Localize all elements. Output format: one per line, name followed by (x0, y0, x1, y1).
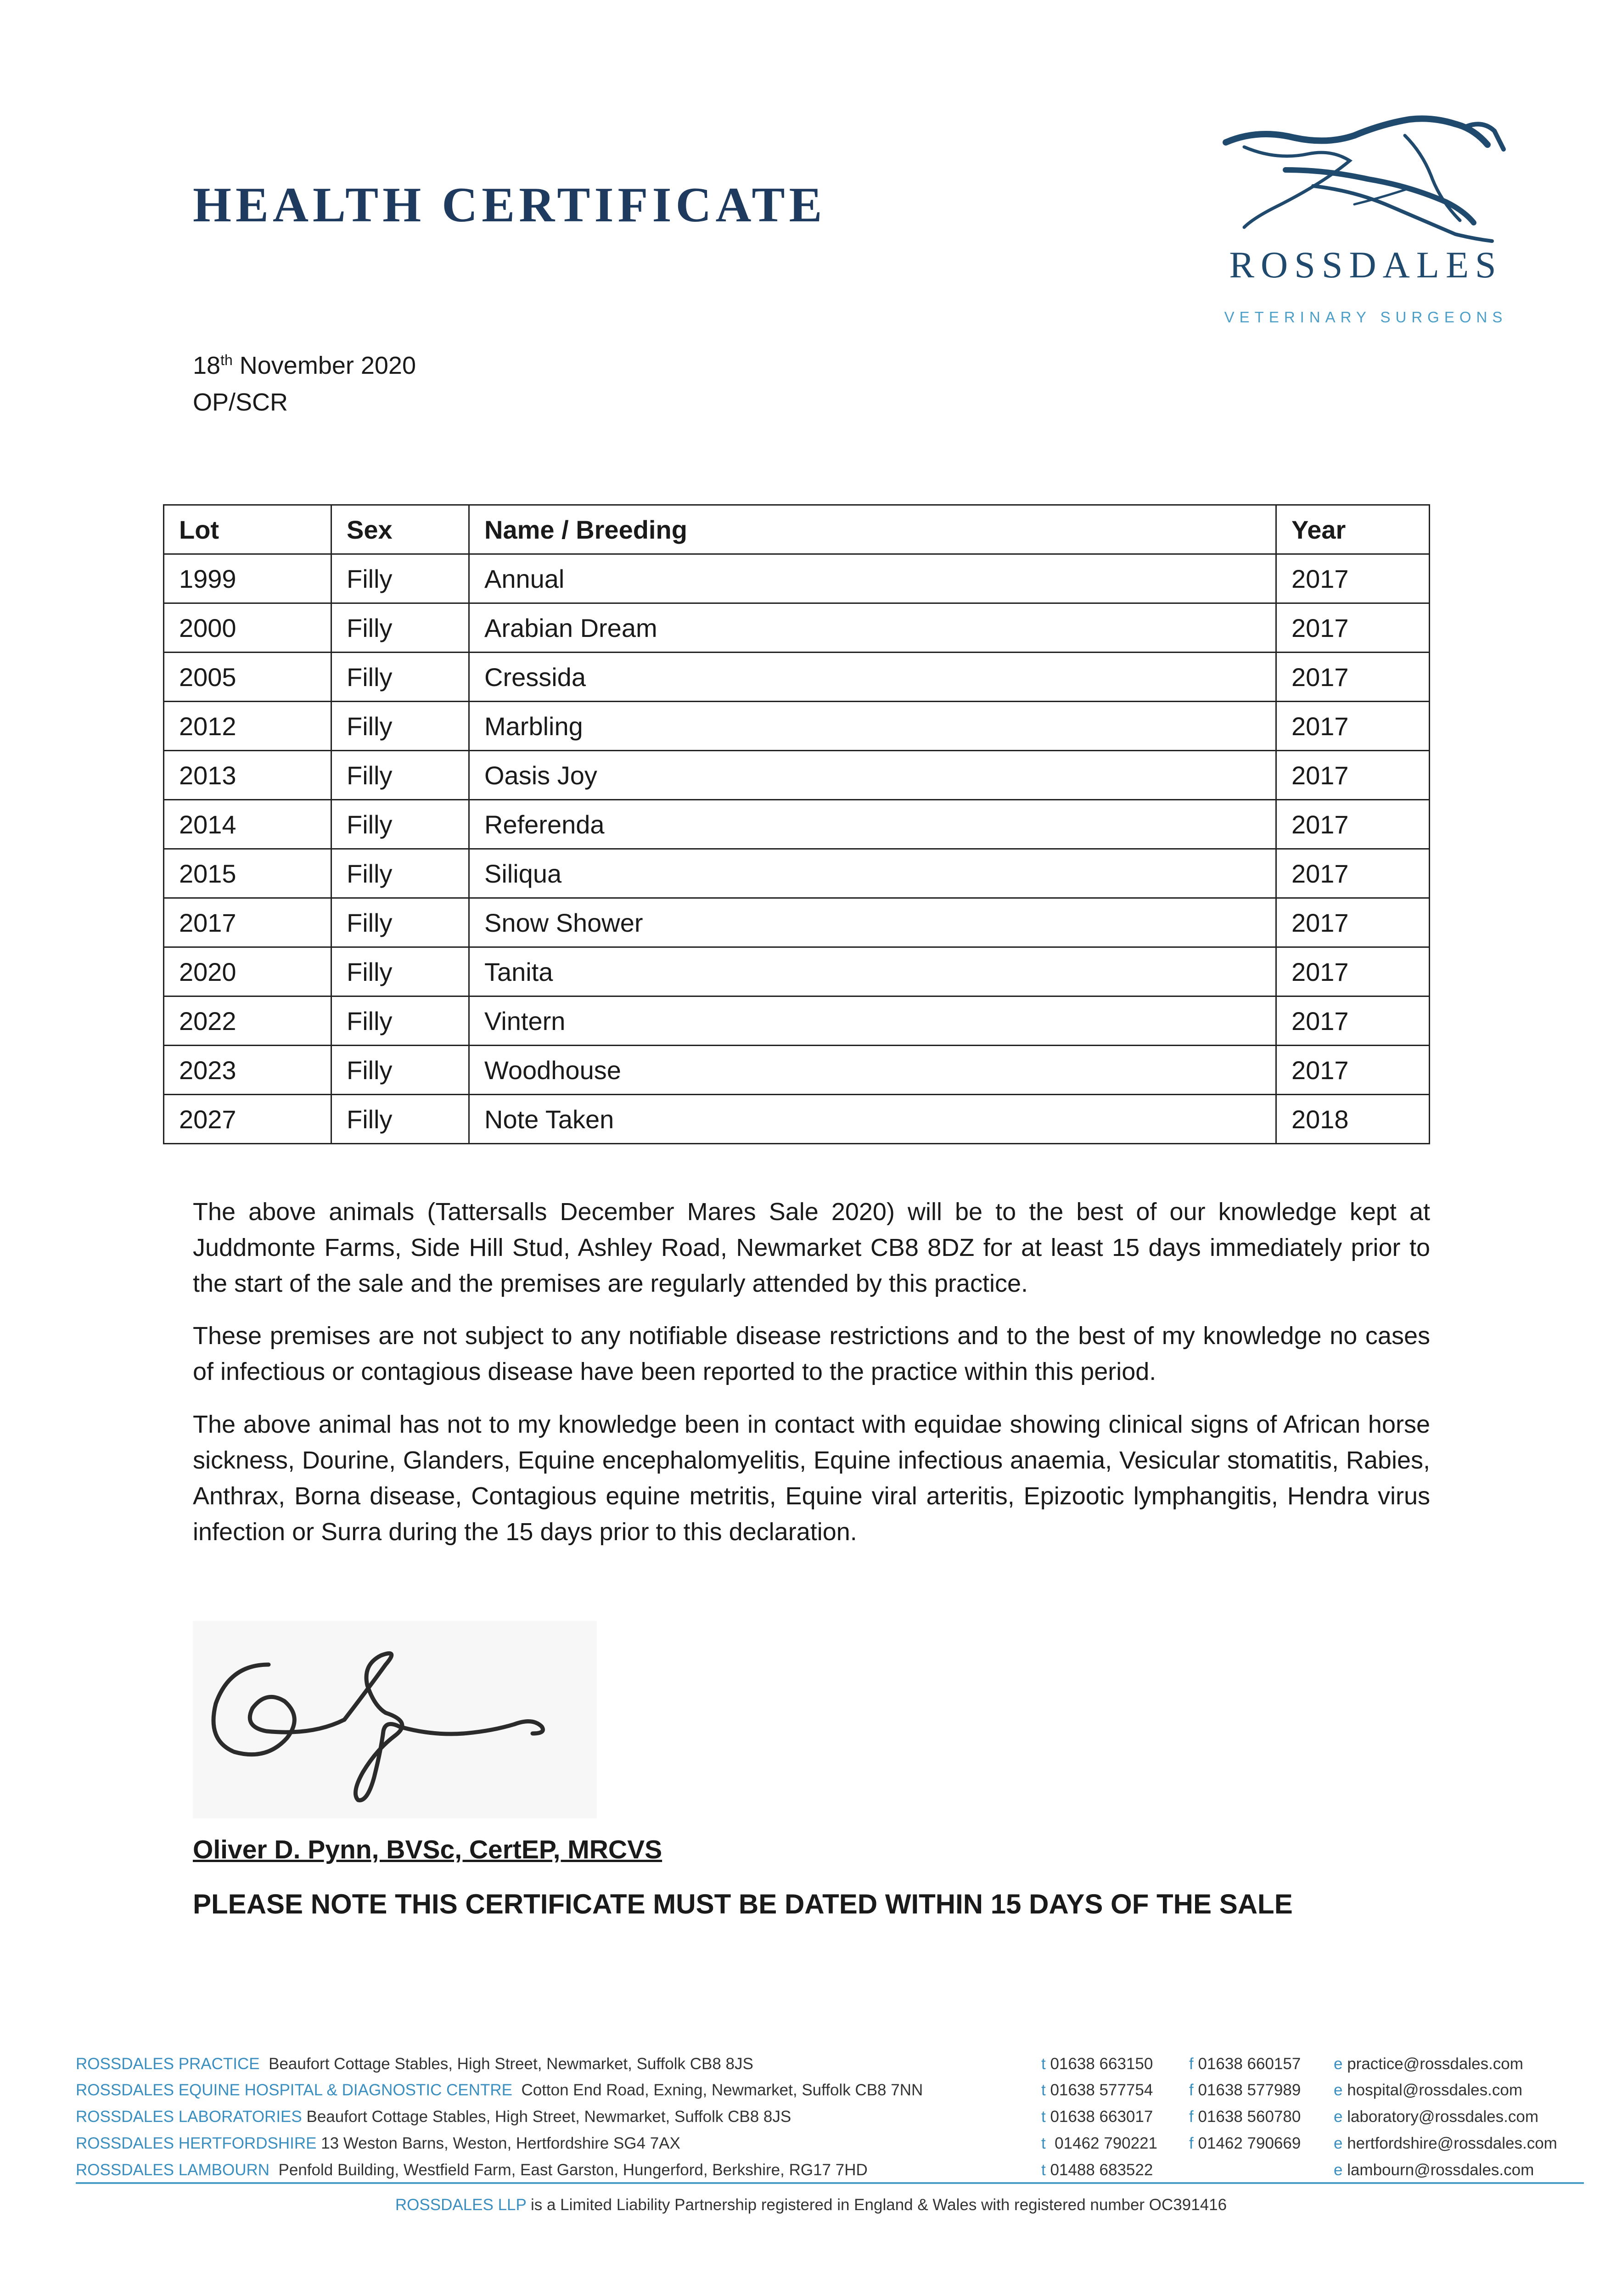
cell-name: Referenda (469, 800, 1276, 849)
cell-name: Annual (469, 554, 1276, 603)
cell-sex: Filly (331, 800, 469, 849)
footer-office-address (76, 2081, 923, 2099)
table-row (164, 947, 1430, 996)
table-header-row (164, 505, 1430, 554)
phone-number: 01638 577754 (1045, 2081, 1153, 2099)
phone-number: 01638 663150 (1045, 2055, 1153, 2073)
handwritten-signature (193, 1621, 597, 1818)
office-address: Penfold Building, Westfield Farm, East Garston, Hungerford, Berkshire, RG17 7HD (269, 2161, 868, 2179)
phone-label: t (1041, 2161, 1046, 2179)
fax-label: f (1189, 2055, 1194, 2073)
date-day: 18 (193, 352, 221, 379)
footer-office-phone (1041, 2161, 1153, 2179)
table-row (164, 849, 1430, 898)
date-suffix: th (220, 352, 233, 368)
email-label: e (1334, 2161, 1343, 2179)
phone-number: 01488 683522 (1045, 2161, 1153, 2179)
cell-sex: Filly (331, 702, 469, 751)
cell-name: Oasis Joy (469, 751, 1276, 800)
office-address: 13 Weston Barns, Weston, Hertfordshire SG4 7AX (316, 2134, 680, 2152)
cell-name: Siliqua (469, 849, 1276, 898)
cell-sex: Filly (331, 947, 469, 996)
cell-lot: 2017 (164, 898, 331, 947)
cell-lot: 2023 (164, 1046, 331, 1095)
footer-office-email (1334, 2081, 1522, 2099)
office-address: Cotton End Road, Exning, Newmarket, Suffolk CB8 7NN (512, 2081, 923, 2099)
office-name: ROSSDALES EQUINE HOSPITAL & DIAGNOSTIC CENTRE (76, 2081, 513, 2099)
phone-label: t (1041, 2055, 1046, 2073)
office-name: ROSSDALES LABORATORIES (76, 2108, 302, 2126)
cell-name: Note Taken (469, 1095, 1276, 1144)
dating-notice: PLEASE NOTE THIS CERTIFICATE MUST BE DATED WITHIN 15 DAYS OF THE SALE (193, 1889, 1293, 1919)
cell-sex: Filly (331, 751, 469, 800)
footer-office-email (1334, 2134, 1557, 2153)
footer-office-phone (1041, 2108, 1153, 2126)
email-address: lambourn@rossdales.com (1342, 2161, 1534, 2179)
footer-office-fax (1189, 2134, 1301, 2153)
footer-office-email (1334, 2055, 1523, 2073)
email-label: e (1334, 2108, 1343, 2126)
cell-sex: Filly (331, 554, 469, 603)
footer-office-address (76, 2161, 868, 2179)
email-label: e (1334, 2081, 1343, 2099)
footer-office-address (76, 2134, 680, 2153)
table-row (164, 1095, 1430, 1144)
footer-office-phone (1041, 2134, 1157, 2153)
fax-label: f (1189, 2134, 1194, 2152)
footer-office-fax (1189, 2055, 1301, 2073)
office-address: Beaufort Cottage Stables, High Street, Newmarket, Suffolk CB8 8JS (302, 2108, 791, 2126)
footer-divider (76, 2182, 1584, 2184)
cell-lot: 2015 (164, 849, 331, 898)
office-name: ROSSDALES PRACTICE (76, 2055, 260, 2073)
footer-office-address (76, 2108, 791, 2126)
cell-lot: 2005 (164, 653, 331, 702)
cell-name: Tanita (469, 947, 1276, 996)
lot-table (163, 504, 1430, 1144)
cell-year: 2017 (1276, 849, 1430, 898)
cell-lot: 2013 (164, 751, 331, 800)
cell-sex: Filly (331, 849, 469, 898)
table-row (164, 1046, 1430, 1095)
cell-year: 2017 (1276, 996, 1430, 1046)
email-address: practice@rossdales.com (1342, 2055, 1523, 2073)
footer-office-address (76, 2055, 753, 2073)
cell-year: 2018 (1276, 1095, 1430, 1144)
office-address: Beaufort Cottage Stables, High Street, Newmarket, Suffolk CB8 8JS (259, 2055, 753, 2073)
phone-label: t (1041, 2108, 1046, 2126)
cell-lot: 1999 (164, 554, 331, 603)
fax-number: 01462 790669 (1193, 2134, 1301, 2152)
cell-year: 2017 (1276, 653, 1430, 702)
llp-text: is a Limited Liability Partnership registered in England & Wales with registered number OC391416 (526, 2196, 1227, 2214)
cell-name: Woodhouse (469, 1046, 1276, 1095)
table-body (164, 554, 1430, 1144)
cell-sex: Filly (331, 1095, 469, 1144)
cell-sex: Filly (331, 1046, 469, 1095)
statement-paragraph-3: The above animal has not to my knowledge been in contact with equidae showing clinical signs of African horse sickness, Dourine, Glanders, Equine encephalomyelitis, Equine infectious anaemia, Vesicular stomatitis, Rabies, Anthrax, Borna disease, Contagious equine metritis, Equine viral arteritis, Epizootic lymphangitis, Hendra virus infection or Surra during the 15 days prior to this declaration. (193, 1411, 1430, 1546)
footer-office-phone (1041, 2081, 1153, 2099)
email-address: hospital@rossdales.com (1342, 2081, 1522, 2099)
cell-lot: 2012 (164, 702, 331, 751)
horse-logo-icon (1217, 110, 1515, 331)
footer-office-fax (1189, 2081, 1301, 2099)
email-address: laboratory@rossdales.com (1342, 2108, 1538, 2126)
cell-sex: Filly (331, 996, 469, 1046)
cell-name: Marbling (469, 702, 1276, 751)
fax-number: 01638 660157 (1193, 2055, 1301, 2073)
signatory-name: Oliver D. Pynn, BVSc, CertEP, MRCVS (193, 1835, 662, 1864)
cell-name: Snow Shower (469, 898, 1276, 947)
phone-label: t (1041, 2081, 1046, 2099)
llp-registration (0, 2196, 1622, 2214)
table-row (164, 800, 1430, 849)
table-row (164, 653, 1430, 702)
table-row (164, 603, 1430, 653)
cell-lot: 2022 (164, 996, 331, 1046)
phone-label: t (1041, 2134, 1046, 2152)
column-header-year: Year (1276, 505, 1430, 554)
logo-subtitle: VETERINARY SURGEONS (1224, 309, 1508, 326)
fax-number: 01638 560780 (1193, 2108, 1301, 2126)
cell-year: 2017 (1276, 702, 1430, 751)
table-row (164, 751, 1430, 800)
logo-wordmark: ROSSDALES (1229, 244, 1503, 286)
cell-lot: 2027 (164, 1095, 331, 1144)
statement-paragraph-1: The above animals (Tattersalls December Mares Sale 2020) will be to the best of our knowledge kept at Juddmonte Farms, Side Hill Stud, Ashley Road, Newmarket CB8 8DZ for at least 15 days immediately prior to the start of the sale and the premises are regularly attended by this practice. (193, 1198, 1430, 1297)
column-header-lot: Lot (164, 505, 331, 554)
email-address: hertfordshire@rossdales.com (1342, 2134, 1557, 2152)
column-header-sex: Sex (331, 505, 469, 554)
fax-label: f (1189, 2108, 1194, 2126)
cell-year: 2017 (1276, 603, 1430, 653)
llp-org: ROSSDALES LLP (395, 2196, 527, 2214)
cell-year: 2017 (1276, 1046, 1430, 1095)
phone-number: 01462 790221 (1045, 2134, 1158, 2152)
cell-sex: Filly (331, 653, 469, 702)
date-rest: November 2020 (232, 352, 416, 379)
cell-sex: Filly (331, 603, 469, 653)
document-title: HEALTH CERTIFICATE (193, 178, 826, 232)
cell-year: 2017 (1276, 947, 1430, 996)
cell-name: Vintern (469, 996, 1276, 1046)
phone-number: 01638 663017 (1045, 2108, 1153, 2126)
table-row (164, 554, 1430, 603)
cell-name: Arabian Dream (469, 603, 1276, 653)
fax-number: 01638 577989 (1193, 2081, 1301, 2099)
table-row (164, 996, 1430, 1046)
email-label: e (1334, 2134, 1343, 2152)
fax-label: f (1189, 2081, 1194, 2099)
cell-lot: 2000 (164, 603, 331, 653)
footer-office-email (1334, 2161, 1534, 2179)
certificate-date (193, 351, 416, 380)
footer-office-phone (1041, 2055, 1153, 2073)
email-label: e (1334, 2055, 1343, 2073)
reference-code: OP/SCR (193, 388, 288, 416)
cell-lot: 2014 (164, 800, 331, 849)
office-name: ROSSDALES HERTFORDSHIRE (76, 2134, 317, 2152)
column-header-name: Name / Breeding (469, 505, 1276, 554)
cell-lot: 2020 (164, 947, 331, 996)
cell-year: 2017 (1276, 800, 1430, 849)
statement-paragraph-2: These premises are not subject to any notifiable disease restrictions and to the best of my knowledge no cases of infectious or contagious disease have been reported to the practice within this period. (193, 1322, 1430, 1385)
cell-year: 2017 (1276, 898, 1430, 947)
office-name: ROSSDALES LAMBOURN (76, 2161, 270, 2179)
table-row (164, 898, 1430, 947)
cell-name: Cressida (469, 653, 1276, 702)
table-row (164, 702, 1430, 751)
cell-sex: Filly (331, 898, 469, 947)
footer-office-fax (1189, 2108, 1301, 2126)
cell-year: 2017 (1276, 554, 1430, 603)
cell-year: 2017 (1276, 751, 1430, 800)
footer-office-email (1334, 2108, 1538, 2126)
